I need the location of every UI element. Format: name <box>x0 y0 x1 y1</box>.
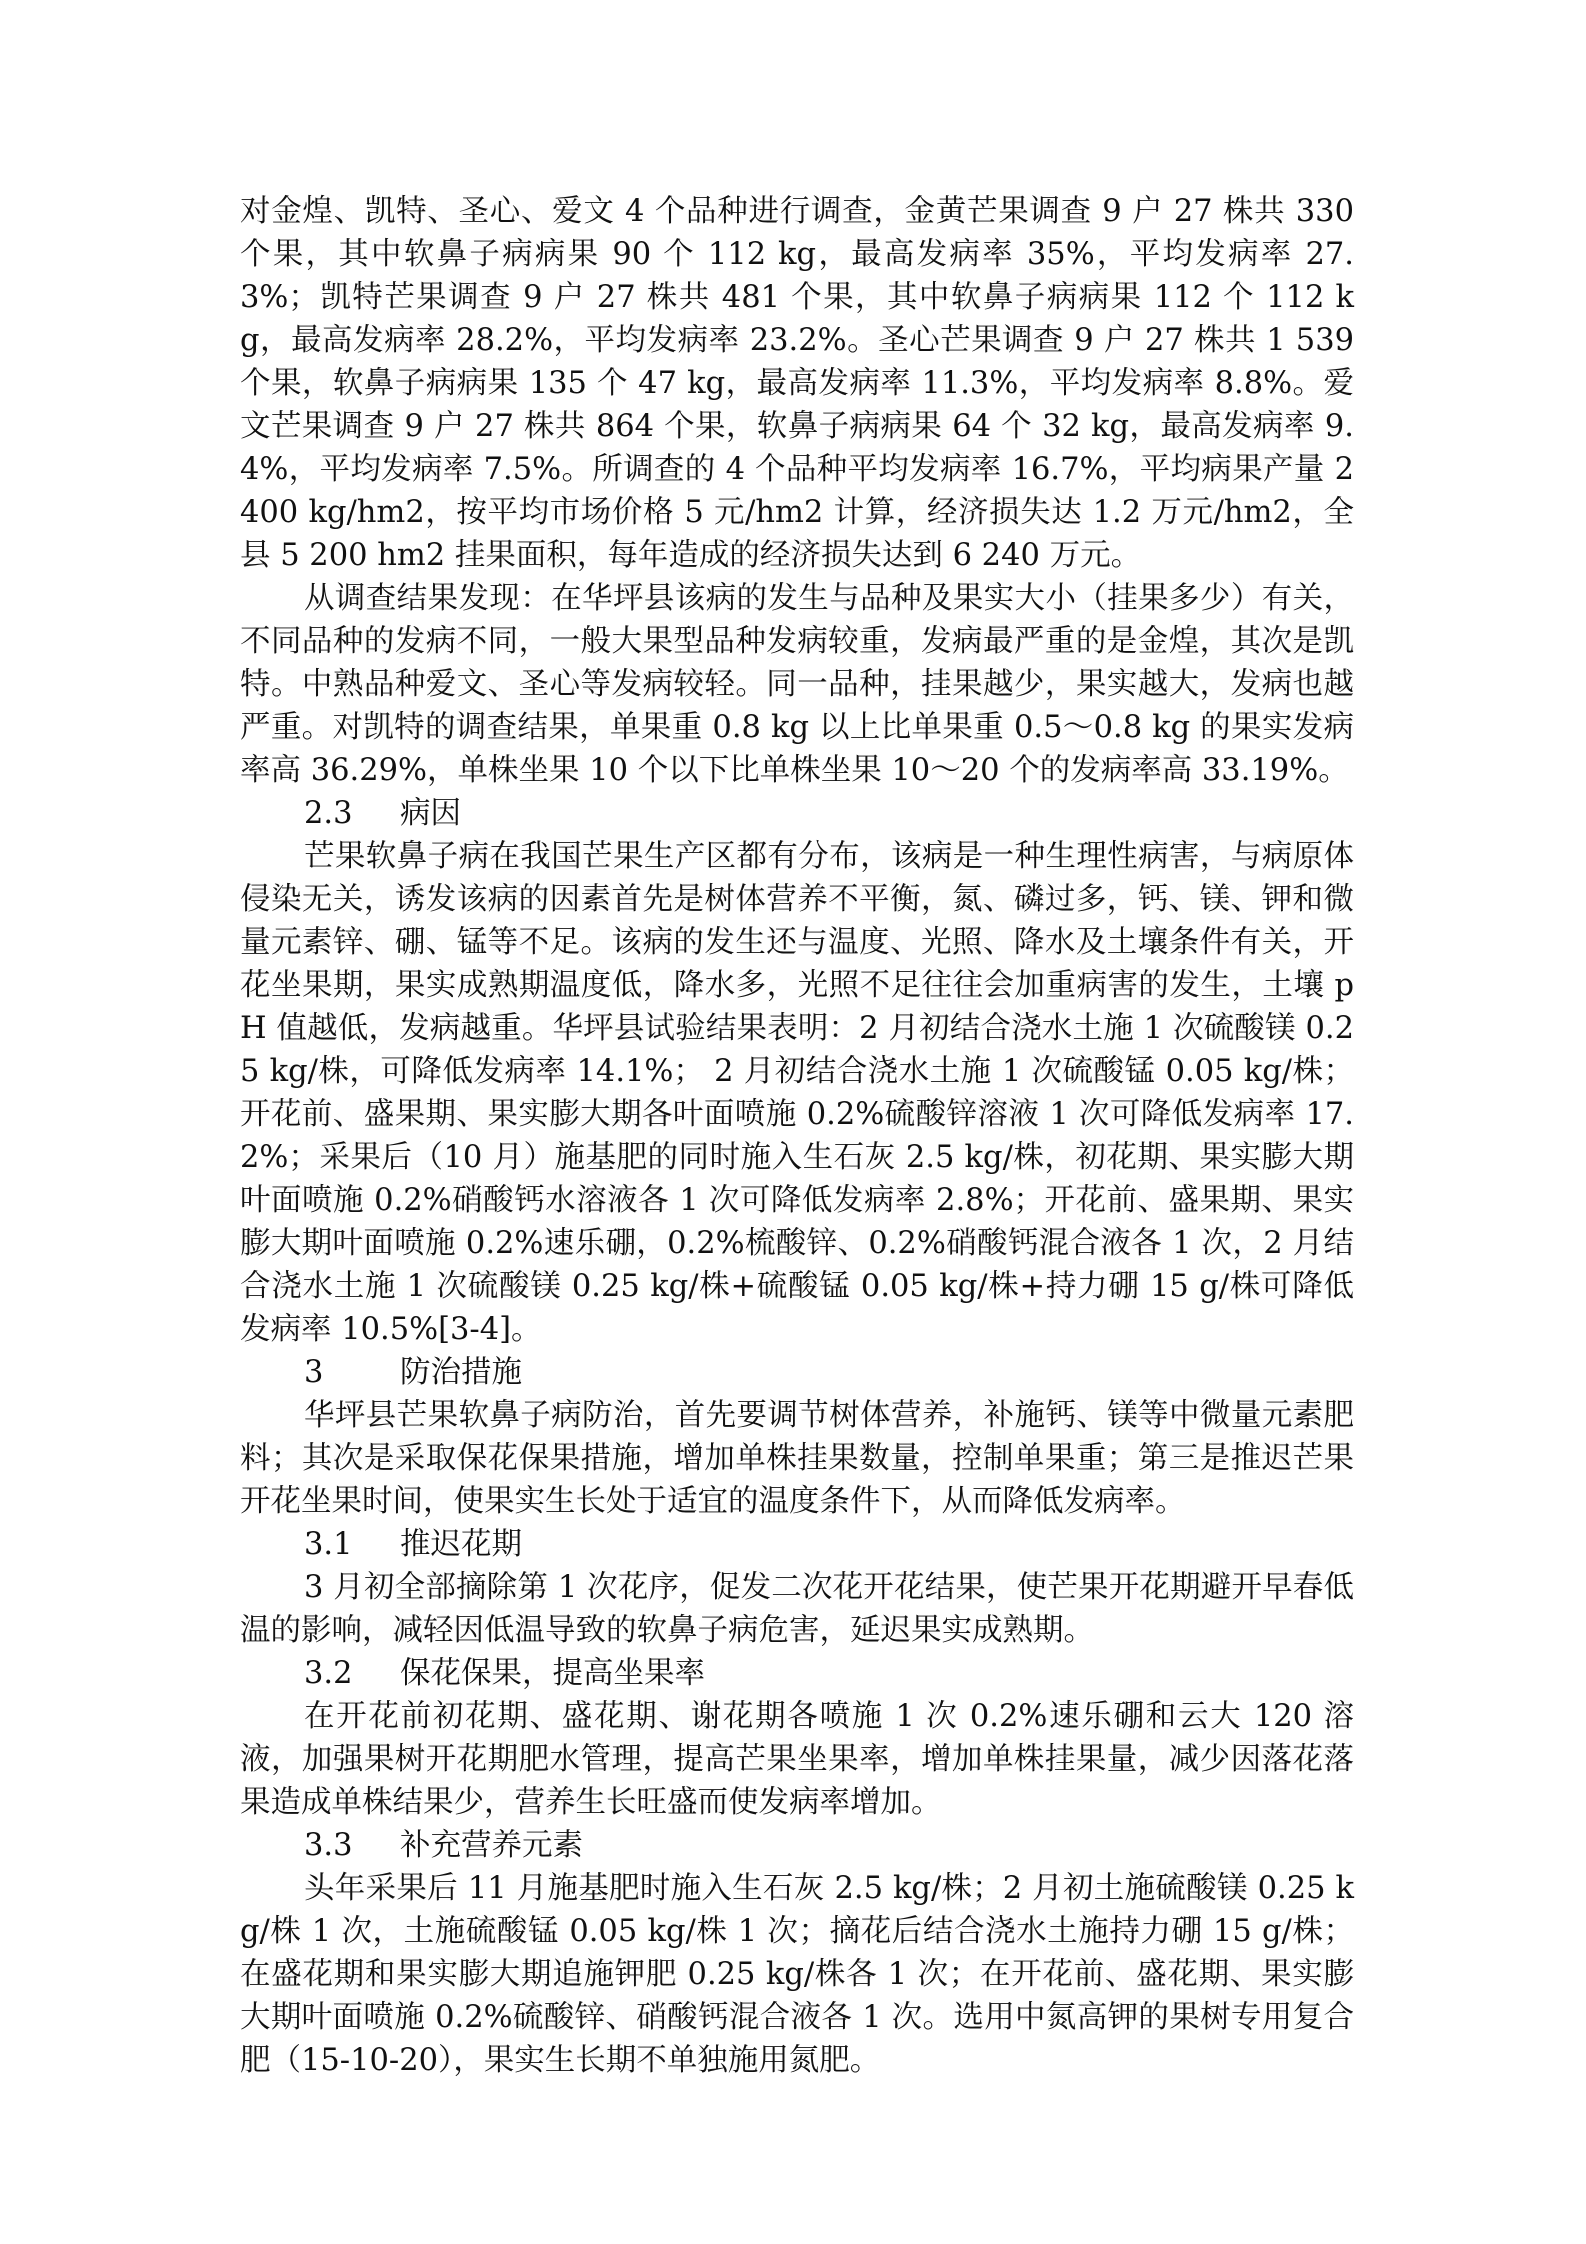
section-number: 2.3 <box>304 796 353 831</box>
section-heading-3-1 <box>240 1523 1354 1566</box>
section-heading-3 <box>240 1351 1354 1394</box>
paragraph-fruit-setting: 在开花前初花期、盛花期、谢花期各喷施 1 次 0.2%速乐硼和云大 120 溶液，加强果树开花期肥水管理，提高芒果坐果率，增加单株挂果量，减少因落花落果造成单株结果少，营养生长旺盛而使发病率增加。 <box>240 1699 1354 1820</box>
document-page <box>240 190 1354 2082</box>
paragraph-cause: 芒果软鼻子病在我国芒果生产区都有分布，该病是一种生理性病害，与病原体侵染无关，诱发该病的因素首先是树体营养不平衡，氮、磷过多，钙、镁、钾和微量元素锌、硼、锰等不足。该病的发生还与温度、光照、降水及土壤条件有关，开花坐果期，果实成熟期温度低，降水多，光照不足往往会加重病害的发生，土壤 pH 值越低，发病越重。华坪县试验结果表明：2 月初结合浇水土施 1 次硫酸镁 0.25 kg/株，可降低发病率 14.1%； 2 月初结合浇水土施 1 次硫酸锰 0.05 kg/株；开花前、盛果期、果实膨大期各叶面喷施 0.2%硫酸锌溶液 1 次可降低发病率 17.2%；采果后（10 月）施基肥的同时施入生石灰 2.5 kg/株，初花期、果实膨大期叶面喷施 0.2%硝酸钙水溶液各 1 次可降低发病率 2.8%；开花前、盛果期、果实膨大期叶面喷施 0.2%速乐硼，0.2%梳酸锌、0.2%硝酸钙混合液各 1 次，2 月结合浇水土施 1 次硫酸镁 0.25 kg/株+硫酸锰 0.05 kg/株+持力硼 15 g/株可降低发病率 10.5%[3-4]。 <box>240 839 1354 1347</box>
section-title: 保花保果，提高坐果率 <box>400 1656 705 1691</box>
paragraph-nutrients: 头年采果后 11 月施基肥时施入生石灰 2.5 kg/株；2 月初土施硫酸镁 0.25 kg/株 1 次，土施硫酸锰 0.05 kg/株 1 次；摘花后结合浇水土施持力硼 15 g/株；在盛花期和果实膨大期追施钾肥 0.25 kg/株各 1 次；在开花前、盛花期、果实膨大期叶面喷施 0.2%硫酸锌、硝酸钙混合液各 1 次。选用中氮高钾的果树专用复合肥（15-10-20），果实生长期不单独施用氮肥。 <box>240 1871 1354 2078</box>
paragraph-findings: 从调查结果发现：在华坪县该病的发生与品种及果实大小（挂果多少）有关，不同品种的发病不同，一般大果型品种发病较重，发病最严重的是金煌，其次是凯特。中熟品种爱文、圣心等发病较轻。同一品种，挂果越少，果实越大，发病也越严重。对凯特的调查结果，单果重 0.8 kg 以上比单果重 0.5～0.8 kg 的果实发病率高 36.29%，单株坐果 10 个以下比单株坐果 10～20 个的发病率高 33.19%。 <box>240 581 1354 788</box>
section-title: 防治措施 <box>400 1355 522 1390</box>
section-title: 补充营养元素 <box>400 1828 583 1863</box>
section-title: 推迟花期 <box>400 1527 522 1562</box>
section-number: 3 <box>304 1355 324 1390</box>
section-number: 3.2 <box>304 1656 353 1691</box>
section-number: 3.1 <box>304 1527 353 1562</box>
section-heading-2-3 <box>240 792 1354 835</box>
paragraph-delay-flowering: 3 月初全部摘除第 1 次花序，促发二次花开花结果，使芒果开花期避开早春低温的影响，减轻因低温导致的软鼻子病危害，延迟果实成熟期。 <box>240 1570 1354 1648</box>
paragraph-survey-results: 对金煌、凯特、圣心、爱文 4 个品种进行调查，金黄芒果调查 9 户 27 株共 330 个果，其中软鼻子病病果 90 个 112 kg，最高发病率 35%，平均发病率 27.3%；凯特芒果调查 9 户 27 株共 481 个果，其中软鼻子病病果 112 个 112 kg，最高发病率 28.2%，平均发病率 23.2%。圣心芒果调查 9 户 27 株共 1 539 个果，软鼻子病病果 135 个 47 kg，最高发病率 11.3%，平均发病率 8.8%。爱文芒果调查 9 户 27 株共 864 个果，软鼻子病病果 64 个 32 kg，最高发病率 9.4%，平均发病率 7.5%。所调查的 4 个品种平均发病率 16.7%，平均病果产量 2 400 kg/hm2，按平均市场价格 5 元/hm2 计算，经济损失达 1.2 万元/hm2，全县 5 200 hm2 挂果面积，每年造成的经济损失达到 6 240 万元。 <box>240 194 1354 573</box>
section-heading-3-2 <box>240 1652 1354 1695</box>
section-heading-3-3 <box>240 1824 1354 1867</box>
paragraph-control-overview: 华坪县芒果软鼻子病防治，首先要调节树体营养，补施钙、镁等中微量元素肥料；其次是采取保花保果措施，增加单株挂果数量，控制单果重；第三是推迟芒果开花坐果时间，使果实生长处于适宜的温度条件下，从而降低发病率。 <box>240 1398 1354 1519</box>
section-title: 病因 <box>400 796 461 831</box>
section-number: 3.3 <box>304 1828 353 1863</box>
